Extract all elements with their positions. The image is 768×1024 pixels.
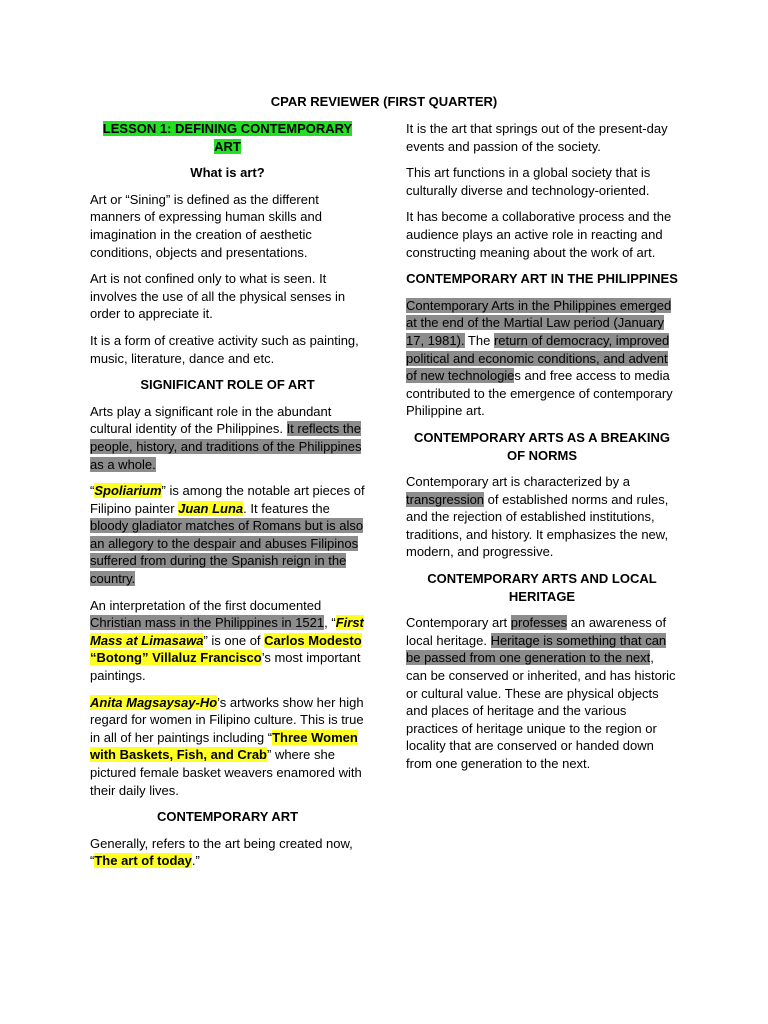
paragraph: This art functions in a global society that is culturally diverse and technology-oriented. <box>406 165 651 198</box>
what-is-art-heading: What is art? <box>190 165 265 181</box>
text: Generally, refers to the art being created now, “ <box>90 835 353 869</box>
left-column <box>90 120 365 879</box>
local-heritage-heading: CONTEMPORARY ARTS AND LOCAL HERITAGE <box>427 571 657 604</box>
right-column <box>406 120 678 782</box>
contemporary-art-philippines-heading: CONTEMPORARY ART IN THE PHILIPPINES <box>406 271 678 287</box>
text: Contemporary art is characterized by a <box>406 474 630 490</box>
text: an awareness of local heritage. <box>406 615 667 648</box>
text: ’s most important paintings. <box>90 650 361 684</box>
text: , can be conserved or inherited, and has historic or cultural value. These are physical objects and places of heritage and the various practices of heritage unique to the region or locality that are conserved or handed down from one generation to the next. <box>406 650 676 771</box>
paragraph <box>90 482 365 588</box>
text: An interpretation of the first documented <box>90 597 322 613</box>
text: . It features the <box>243 500 330 516</box>
text: ” is one of <box>203 632 265 648</box>
paragraph: It is a form of creative activity such as painting, music, literature, dance and etc. <box>90 332 359 366</box>
breaking-norms-heading: CONTEMPORARY ARTS AS A BREAKING OF NORMS <box>414 429 670 463</box>
text: ” where she pictured female basket weavers enamored with their daily lives. <box>90 747 362 798</box>
highlighted-title: Three Women with Baskets, Fish, and Crab <box>90 729 358 763</box>
paragraph <box>90 403 365 473</box>
highlighted-text: It reflects the people, history, and traditions of the Philippines as a whole. <box>90 421 362 472</box>
lesson-heading <box>90 120 365 155</box>
highlighted-title: Spoliarium <box>94 483 162 499</box>
text: ’s artworks show her high regard for women in Filipino culture. This is true in all of her paintings including “ <box>90 694 364 745</box>
text: ” is among the notable art pieces of Filipino painter <box>90 483 365 516</box>
text: Arts play a significant role in the abundant cultural identity of the Philippines. <box>90 403 332 437</box>
paragraph <box>406 297 678 420</box>
significant-role-heading: SIGNIFICANT ROLE OF ART <box>140 377 315 393</box>
highlighted-name: Anita Magsaysay-Ho <box>90 694 218 710</box>
text: of established norms and rules, and the rejection of established institutions, traditions, and history. It emphasizes the new, modern, and progressive. <box>406 491 669 560</box>
contemporary-art-heading: CONTEMPORARY ART <box>156 809 299 825</box>
paragraph: It is the art that springs out of the present-day events and passion of the society. <box>406 121 668 154</box>
highlighted-name: Juan Luna <box>178 500 244 516</box>
paragraph <box>406 473 678 561</box>
highlighted-text: professes <box>510 615 568 631</box>
paragraph: Art or “Sining” is defined as the different manners of expressing human skills and imagination in the creation of aesthetic conditions, objects and presentations. <box>90 191 322 260</box>
paragraph <box>406 614 678 772</box>
text: Contemporary art <box>406 615 511 631</box>
text: .” <box>191 853 200 869</box>
text: , “ <box>324 615 336 631</box>
paragraph <box>90 597 365 685</box>
text: “ <box>90 483 95 499</box>
paragraph <box>90 835 365 870</box>
paragraph: It has become a collaborative process and the audience plays an active role in reacting and constructing meaning about the work of art. <box>406 209 672 260</box>
paragraph <box>90 694 365 800</box>
highlighted-title: First Mass at Limasawa <box>90 615 364 648</box>
highlighted-text: Contemporary Arts in the Philippines emerged at the end of the Martial Law period (January 17, 1981). <box>406 297 672 348</box>
text: The <box>464 332 494 348</box>
highlighted-text: The art of today <box>94 853 192 869</box>
document-title: CPAR REVIEWER (FIRST QUARTER) <box>270 94 498 109</box>
paragraph: Art is not confined only to what is seen. It involves the use of all the physical senses in order to appreciate it. <box>90 271 346 322</box>
highlighted-text: Christian mass in the Philippines in 1521 <box>90 615 325 631</box>
lesson-heading-text: LESSON 1: DEFINING CONTEMPORARY ART <box>102 121 353 154</box>
text: s and free access to media contributed to the emergence of contemporary Philippine art. <box>406 368 673 419</box>
highlighted-text: transgression <box>406 491 485 507</box>
highlighted-name: Carlos Modesto “Botong” Villaluz Francisco <box>90 632 362 666</box>
highlighted-text: return of democracy, improved political and economic conditions, and advent of new technologie <box>406 332 670 384</box>
highlighted-text: Heritage is something that can be passed from one generation to the next <box>406 632 667 666</box>
highlighted-text: bloody gladiator matches of Romans but is also an allegory to the despair and abuses Filipinos suffered from during the Spanish reign in the country. <box>90 518 364 587</box>
